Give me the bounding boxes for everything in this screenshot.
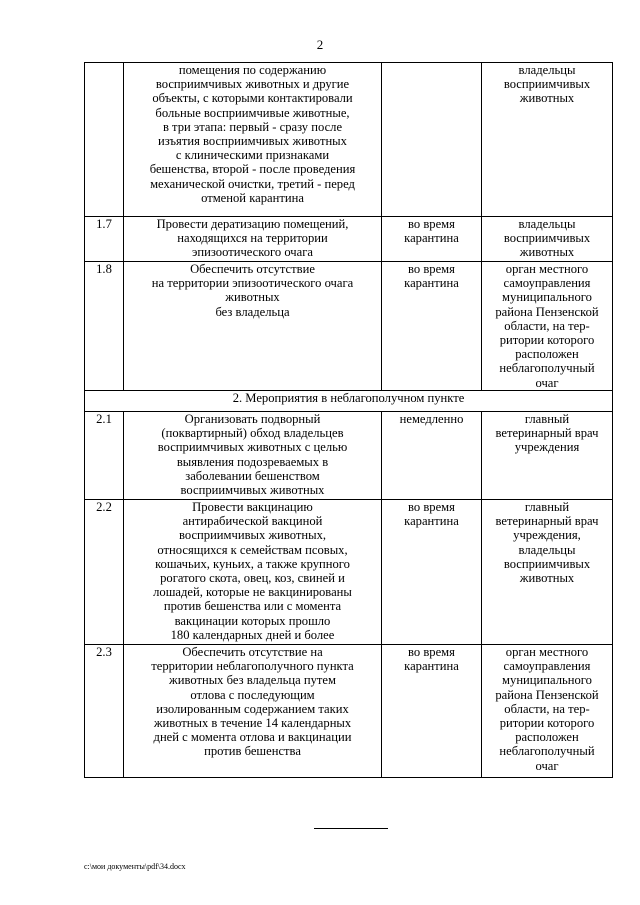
table-row <box>85 63 613 217</box>
row-action: Провести дератизацию помещений, находящихся на территории эпизоотического очага <box>124 217 382 262</box>
row-action: Организовать подворный (поквартирный) обход владельцев восприимчивых животных с целью выявления подозреваемых в заболевании бешенством восприимчивых животных <box>124 412 382 500</box>
row-number: 2.3 <box>85 645 124 778</box>
measures-table <box>84 62 613 778</box>
table-row <box>85 500 613 645</box>
section-header-row <box>85 391 613 412</box>
row-responsible: орган местного самоуправления муниципального района Пензенской области, на тер- ритории которого расположен неблагополучный очаг <box>482 262 613 391</box>
row-term: во время карантина <box>382 645 482 778</box>
row-responsible: главный ветеринарный врач учреждения <box>482 412 613 500</box>
table-row <box>85 262 613 391</box>
row-number: 1.8 <box>85 262 124 391</box>
row-number: 2.2 <box>85 500 124 645</box>
row-term <box>382 63 482 217</box>
row-number: 1.7 <box>85 217 124 262</box>
row-term: во время карантина <box>382 217 482 262</box>
row-number: 2.1 <box>85 412 124 500</box>
row-action: Провести вакцинацию антирабической вакциной восприимчивых животных, относящихся к семействам псовых, кошачьих, куньих, а также крупного рогатого скота, овец, коз, свиней и лошадей, которые не вакцинированы против бешенства или с момента вакцинации которых прошло 180 календарных дней и более <box>124 500 382 645</box>
row-responsible: владельцы восприимчивых животных <box>482 217 613 262</box>
end-rule <box>314 828 388 829</box>
row-action: Обеспечить отсутствие на территории эпизоотического очага животных без владельца <box>124 262 382 391</box>
row-number <box>85 63 124 217</box>
row-term: во время карантина <box>382 262 482 391</box>
row-responsible: орган местного самоуправления муниципального района Пензенской области, на тер- ритории которого расположен неблагополучный очаг <box>482 645 613 778</box>
row-responsible: главный ветеринарный врач учреждения, владельцы восприимчивых животных <box>482 500 613 645</box>
table-row <box>85 412 613 500</box>
row-action: Обеспечить отсутствие на территории неблагополучного пункта животных без владельца путем отлова с последующим изолированным содержанием таких животных в течение 14 календарных дней с момента отлова и вакцинации против бешенства <box>124 645 382 778</box>
row-term: немедленно <box>382 412 482 500</box>
footer-file-path: c:\мои документы\pdf\34.docx <box>84 862 186 871</box>
page-number: 2 <box>316 37 324 52</box>
table-row <box>85 645 613 778</box>
table-row <box>85 217 613 262</box>
row-responsible: владельцы восприимчивых животных <box>482 63 613 217</box>
row-term: во время карантина <box>382 500 482 645</box>
section-title: 2. Мероприятия в неблагополучном пункте <box>85 391 613 412</box>
row-action: помещения по содержанию восприимчивых животных и другие объекты, с которыми контактировали больные восприимчивые животные, в три этапа: первый - сразу после изъятия восприимчивых животных с клиническими признаками бешенства, второй - после проведения механической очистки, третий - перед отменой карантина <box>124 63 382 217</box>
